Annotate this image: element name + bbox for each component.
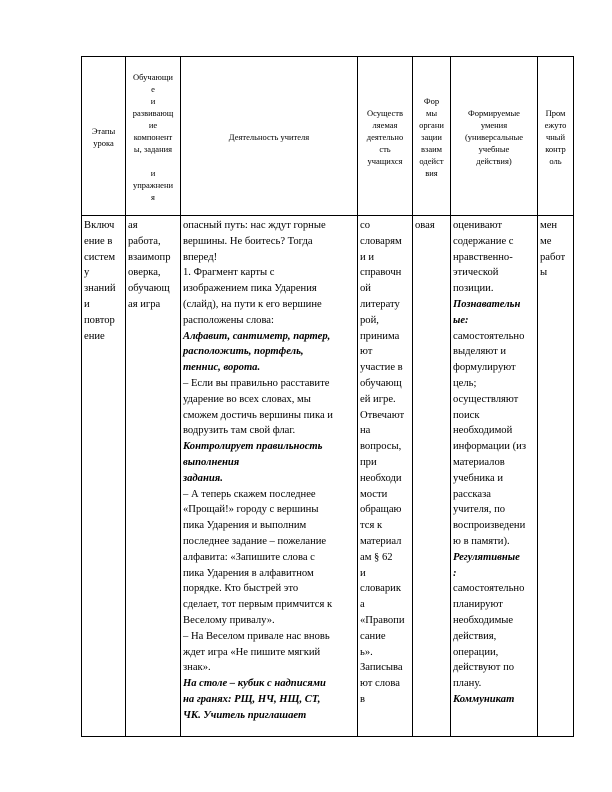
header-cell [538, 57, 574, 216]
cell-text-line: мен [540, 220, 558, 231]
cell-text-line: действия, [453, 630, 497, 642]
header-text-line: и [150, 168, 156, 178]
header-text-line: ы, задания [133, 144, 173, 154]
cell-text-line: материал [360, 535, 402, 547]
cell-text-line: ой [360, 283, 371, 295]
cell-text-line: и и [360, 251, 374, 263]
header-text-line: чный [545, 132, 566, 142]
header-text-line: учащихся [367, 156, 403, 166]
cell-text-line: сделает, тот первым примчится к [183, 599, 333, 611]
cell-text-line: нравственно- [453, 251, 513, 263]
cell-text-line: – Если вы правильно расставите [183, 377, 330, 389]
cell-text-line: ют слова [360, 678, 400, 690]
cell-text-line: ЧК. Учитель приглашает [183, 709, 307, 721]
cell-text-line: водрузить там свой флаг. [183, 425, 296, 437]
student-activity-cell [358, 216, 413, 737]
cell-text-line: позиции. [453, 283, 494, 295]
control-cell [538, 216, 574, 737]
header-text-line: Этапы [91, 126, 116, 136]
cell-text-line: необходи [360, 472, 402, 484]
table-row [82, 216, 574, 737]
cell-text-line: справочн [360, 267, 402, 279]
header-text-line: упражнени [132, 180, 174, 190]
header-text-line: зации [421, 132, 442, 142]
cell-text-line: информации (из [453, 441, 527, 453]
header-text-line: Пром [545, 108, 566, 118]
cell-text-line: содержание с [453, 235, 514, 247]
cell-text-line: участие в [360, 362, 403, 374]
cell-text-line: последнее задание – пожелание [183, 535, 327, 547]
cell-text-line: знак». [183, 662, 211, 674]
header-text-line: и [150, 96, 156, 106]
cell-text-line: Веселому привалу». [183, 614, 275, 626]
header-text-line: взаим [420, 144, 443, 154]
header-text-line: компонент [133, 132, 173, 142]
cell-text-line: в [360, 693, 366, 705]
cell-text-line: вопросы, [360, 441, 402, 453]
cell-text-line: ая [128, 220, 138, 231]
cell-text-line: со [360, 220, 370, 231]
header-text-line: е [151, 84, 155, 94]
cell-text-line: и [360, 567, 366, 579]
header-text-line: вия [425, 168, 438, 178]
cell-text-line: литерату [360, 298, 400, 310]
cell-text-line: работ [540, 251, 566, 263]
cell-text-line: материалов [453, 456, 505, 468]
cell-text-line: Отвечают [360, 409, 405, 421]
cell-text-line: ют [360, 346, 373, 358]
cell-text-line: знаний [84, 283, 116, 295]
cell-text-line: а [360, 599, 365, 611]
header-text-line [128, 155, 178, 167]
cell-text-line: пика Ударения и выполним [183, 520, 307, 532]
cell-text-line: этической [453, 267, 499, 279]
header-text-line: урока [93, 138, 114, 148]
cell-text-line: обучающ [128, 283, 170, 295]
cell-text-line: и [84, 298, 90, 310]
teacher-activity-cell [181, 216, 358, 737]
header-cell [126, 57, 181, 216]
header-text-line: органи [419, 120, 444, 130]
cell-text-line: ам § 62 [360, 551, 393, 563]
header-text-line: действия) [476, 156, 512, 166]
cell-text-line: алфавита: «Запишите слова с [183, 551, 315, 563]
cell-text-line: на гранях: РЩ, НЧ, НЩ, СТ, [183, 693, 321, 705]
cell-text-line: Включ [84, 220, 115, 231]
header-text-line: ляемая [372, 120, 398, 130]
skills-cell [451, 216, 538, 737]
cell-text-line: учителя, по [453, 504, 506, 516]
cell-text-line: Регулятивные [453, 551, 520, 563]
cell-text-line: : [453, 567, 457, 579]
cell-text-line: Алфавит, сантиметр, партер, [183, 330, 331, 342]
cell-text-line: ме [540, 235, 552, 247]
cell-text-line: у [84, 267, 90, 279]
cell-text-line: (слайд), на пути к его вершине [183, 298, 322, 310]
cell-text-line: операции, [453, 646, 499, 658]
cell-text-line: ю в памяти). [453, 535, 510, 547]
cell-text-line: изображением пика Ударения [183, 283, 317, 295]
cell-text-line: расположить, портфель, [183, 346, 304, 358]
cell-text-line: словарик [360, 583, 401, 595]
cell-text-line: самостоятельно [453, 583, 525, 595]
cell-text-line: ей игре. [360, 393, 396, 405]
cell-text-line: выделяют и [453, 346, 507, 358]
cell-text-line: ые: [453, 314, 469, 326]
header-cell [82, 57, 126, 216]
cell-text-line: формулируют [453, 362, 516, 374]
header-text-line: мы [425, 108, 438, 118]
header-text-line: деятельно [366, 132, 404, 142]
cell-text-line: принима [360, 330, 400, 342]
cell-text-line: цель; [453, 377, 477, 389]
cell-text-line: задания. [183, 472, 223, 484]
cell-text-line: плану. [453, 678, 482, 690]
header-text-line: я [151, 192, 155, 202]
cell-text-line: 1. Фрагмент карты с [183, 267, 275, 279]
header-text-line: (универсальные [464, 132, 524, 142]
header-text-line: оль [549, 156, 562, 166]
cell-text-line: «Прощай!» городу с вершины [183, 504, 319, 516]
cell-text-line: оценивают [453, 220, 502, 231]
header-text-line: ие [148, 120, 158, 130]
cell-text-line: оверка, [128, 267, 161, 279]
header-text-line: Фор [423, 96, 440, 106]
cell-text-line: расположены слова: [183, 314, 274, 326]
cell-text-line: ь». [360, 646, 373, 658]
cell-text-line: Записыва [360, 662, 403, 674]
header-text-line: умения [480, 120, 508, 130]
cell-text-line: Коммуникат [453, 693, 515, 705]
header-text-line: сть [379, 144, 391, 154]
cell-text-line: опасный путь: нас ждут горные [183, 220, 326, 231]
cell-text-line: словарям [360, 235, 402, 247]
cell-text-line: взаимопр [128, 251, 171, 263]
cell-text-line: «Правопи [360, 614, 405, 626]
header-text-line: учебные [478, 144, 510, 154]
cell-text-line: выполнения [183, 456, 240, 468]
cell-text-line: работа, [128, 235, 161, 247]
cell-text-line: необходимой [453, 425, 513, 437]
cell-text-line: повтор [84, 314, 115, 326]
cell-text-line: порядке. Кто быстрей это [183, 583, 299, 595]
header-text-line: Формируемые [468, 108, 520, 118]
cell-text-line: сание [360, 630, 386, 642]
cell-text-line: – А теперь скажем последнее [183, 488, 316, 500]
cell-text-line: систем [84, 251, 116, 263]
header-cell [358, 57, 413, 216]
cell-text-line: пика Ударения в алфавитном [183, 567, 314, 579]
cell-text-line: ждет игра «Не пишите мягкий [183, 646, 321, 658]
cell-text-line: учебника и [453, 472, 504, 484]
cell-text-line: ение [84, 330, 105, 342]
cell-text-line: поиск [453, 409, 480, 421]
header-text-line: одейст [419, 156, 444, 166]
cell-text-line: мости [360, 488, 388, 500]
lesson-plan-table [81, 56, 574, 737]
cell-text-line: вершины. Не боитесь? Тогда [183, 235, 313, 247]
cell-text-line: действуют по [453, 662, 515, 674]
cell-text-line: ударение во всех словах, мы [183, 393, 311, 405]
header-text-line: Обучающи [133, 72, 173, 82]
stage-cell [82, 216, 126, 737]
header-text-line: Осуществ [366, 108, 404, 118]
cell-text-line: Контролирует правильность [183, 441, 323, 453]
header-cell [451, 57, 538, 216]
cell-text-line: тся к [360, 520, 383, 532]
cell-text-line: вперед! [183, 251, 218, 263]
cell-text-line: ение в [84, 235, 113, 247]
header-text-line: контр [545, 144, 566, 154]
cell-text-line: на [360, 425, 371, 437]
cell-text-line: – На Веселом привале нас вновь [183, 630, 330, 642]
cell-text-line: рой, [360, 314, 379, 326]
cell-text-line: планируют [453, 599, 503, 611]
header-cell [181, 57, 358, 216]
cell-text-line: рассказа [453, 488, 491, 500]
cell-text-line: обращаю [360, 504, 402, 516]
cell-text-line: ы [540, 267, 548, 279]
header-text-line: ежуто [544, 120, 567, 130]
cell-text-line: осуществляют [453, 393, 519, 405]
cell-text-line: овая [415, 220, 435, 231]
cell-text-line: Познавательн [453, 298, 521, 310]
cell-text-line: воспроизведени [453, 520, 526, 532]
components-cell [126, 216, 181, 737]
cell-text-line: На столе – кубик с надписями [183, 678, 326, 690]
cell-text-line: при [360, 456, 377, 468]
cell-text-line: самостоятельно [453, 330, 525, 342]
cell-text-line: необходимые [453, 614, 514, 626]
cell-text-line: теннис, ворота. [183, 362, 261, 374]
header-text-line: Деятельность учителя [228, 132, 310, 142]
header-text-line: развивающ [132, 108, 174, 118]
interaction-form-cell [413, 216, 451, 737]
header-row [82, 57, 574, 216]
cell-text-line: сможем достичь вершины пика и [183, 409, 333, 421]
header-cell [413, 57, 451, 216]
cell-text-line: ая игра [128, 298, 161, 310]
cell-text-line: обучающ [360, 377, 402, 389]
